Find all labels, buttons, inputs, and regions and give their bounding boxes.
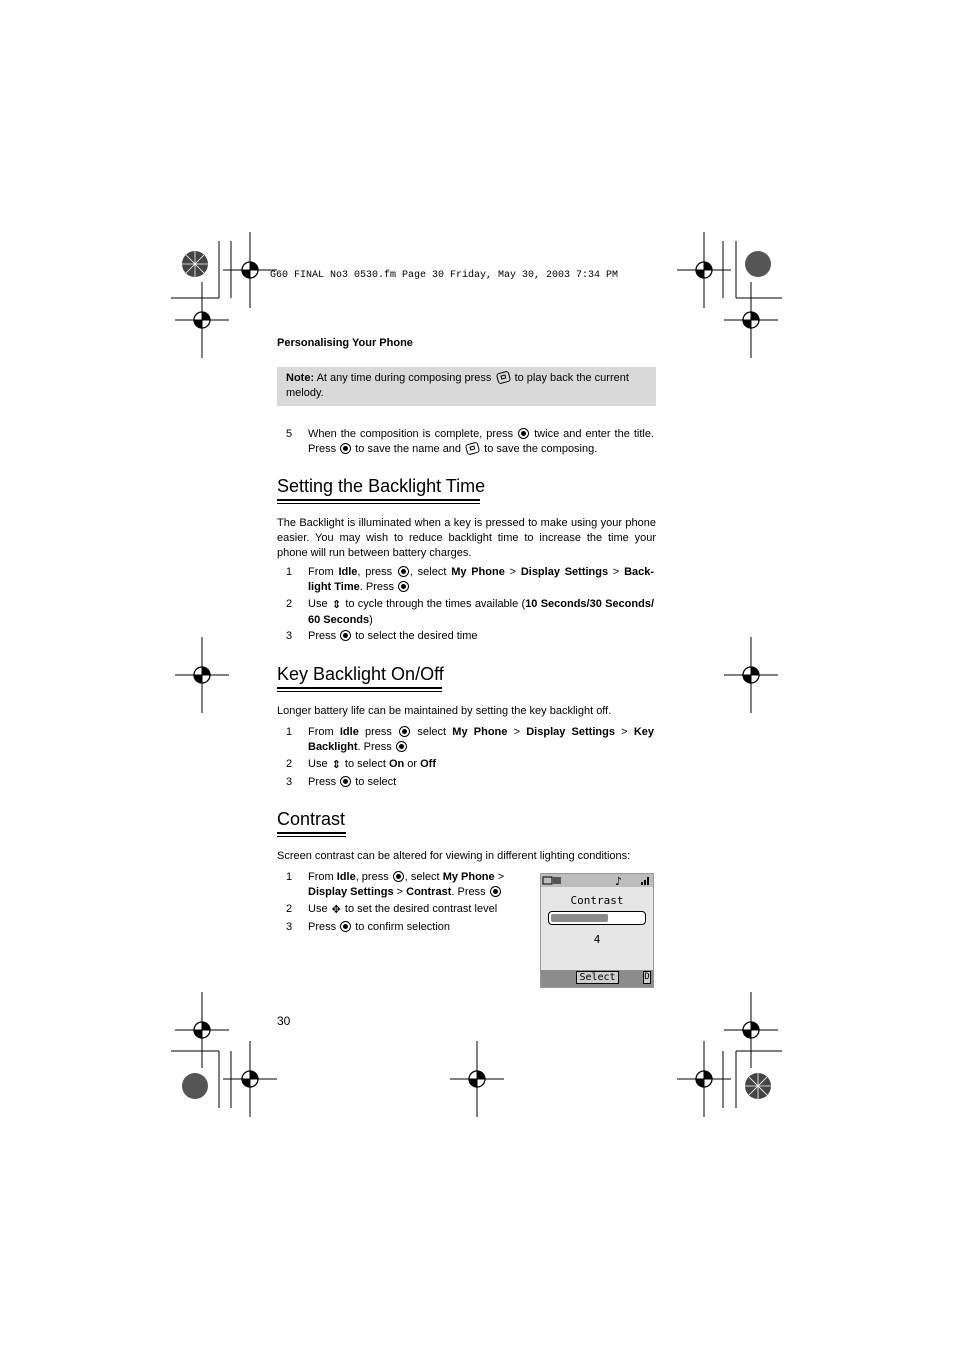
up-down-nav-icon: ⇕ (331, 599, 342, 611)
step-number: 3 (286, 921, 293, 933)
select-key-icon (490, 886, 501, 897)
heading-text: Contrast (277, 809, 346, 829)
menu-term: Display Settings (526, 726, 615, 738)
step-text: to select (355, 776, 397, 788)
select-key-icon (340, 776, 351, 787)
select-key-icon (340, 630, 351, 641)
backlight-time-step-3 (286, 629, 656, 645)
heading-rule (277, 503, 480, 504)
backlight-time-step-1 (286, 565, 656, 597)
step-number: 3 (286, 776, 293, 788)
step-text: or (407, 758, 418, 770)
step-text: Use (308, 598, 328, 610)
step-text: > (497, 871, 505, 883)
step-number: 1 (286, 871, 293, 883)
step-text: twice and enter the title. Press (308, 428, 654, 455)
step-text: > (509, 566, 517, 578)
step-text: . Press (451, 886, 486, 898)
heading-text: Setting the Backlight Time (277, 476, 486, 496)
step-text: From (308, 566, 334, 578)
contrast-step-2 (286, 902, 526, 918)
heading-rule (277, 499, 480, 501)
step-text: Use (308, 903, 328, 915)
step-text: Press (308, 776, 337, 788)
menu-term: Off (420, 758, 437, 770)
music-note-icon: ♪ (615, 875, 623, 887)
section-intro: The Backlight is illuminated when a key is pressed to make using your phone easier. You may wish to reduce backlight time to increase the time your phone will run between battery charges. (277, 517, 656, 559)
step-5 (286, 427, 656, 459)
select-key-icon (396, 741, 407, 752)
step-text: Use (308, 758, 328, 770)
backlight-time-step-2 (286, 597, 656, 629)
step-text: , press (355, 871, 389, 883)
battery-icon (543, 877, 552, 884)
right-softkey: D (644, 972, 650, 982)
running-head: Personalising Your Phone (277, 337, 413, 349)
note-text-before: At any time during composing press (316, 372, 492, 384)
up-down-nav-icon: ⇕ (331, 759, 341, 771)
select-key-icon (340, 443, 351, 454)
select-key-icon (399, 726, 410, 737)
menu-term: Key Backlight (308, 726, 654, 753)
menu-term: My Phone (452, 726, 508, 738)
heading-text: Key Backlight On/Off (277, 664, 444, 684)
step-text: select (417, 726, 447, 738)
menu-term: Idle (339, 726, 359, 738)
step-number: 1 (286, 726, 293, 738)
step-text: , select (409, 566, 447, 578)
status-icons (541, 874, 653, 887)
phone-screen-title: Contrast (570, 894, 624, 907)
menu-term: Display Settings (308, 886, 394, 898)
phone-status-bar (541, 874, 653, 887)
step-text: . Press (359, 581, 394, 593)
file-header-line: G60 FINAL No3 0530.fm Page 30 Friday, May 30, 2003 7:34 PM (270, 270, 619, 281)
step-number: 5 (286, 428, 293, 440)
note-text-after: to play back the current melody. (286, 372, 629, 399)
step-text: > (396, 886, 404, 898)
contrast-level-bar (548, 911, 646, 925)
step-text: , press (357, 566, 393, 578)
step-text: to set the desired contrast level (344, 903, 498, 915)
contrast-value: 4 (593, 933, 601, 946)
key-backlight-step-2 (286, 757, 656, 773)
menu-term: On (388, 758, 405, 770)
contrast-step-3 (286, 920, 526, 936)
gray-mark-icon (182, 1073, 208, 1099)
section-intro: Screen contrast can be altered for viewing in different lighting conditions: (277, 850, 631, 862)
menu-term: Back-light Time (308, 566, 655, 593)
step-text: Press (308, 921, 337, 933)
step-text: Press (308, 630, 337, 642)
four-way-nav-icon: ✥ (331, 904, 341, 916)
note-box (277, 367, 656, 406)
select-softkey: Select (576, 971, 619, 984)
heading-rule (277, 832, 346, 834)
step-text: From (308, 726, 334, 738)
phone-softkey-bar (541, 970, 653, 987)
step-text: > (621, 726, 628, 738)
softkey-icon (495, 371, 510, 385)
step-number: 2 (286, 903, 293, 915)
step-text: to save the name and (355, 443, 462, 455)
step-text: to cycle through the times available ( (345, 598, 526, 610)
section-heading-key-backlight (277, 664, 444, 685)
section-intro: Longer battery life can be maintained by setting the key backlight off. (277, 705, 612, 717)
step-number: 1 (286, 566, 293, 578)
step-number: 2 (286, 598, 293, 610)
step-text: to select (344, 758, 386, 770)
step-text: > (513, 726, 521, 738)
phone-screen-illustration (540, 873, 654, 988)
key-backlight-step-1 (286, 725, 656, 757)
select-key-icon (340, 921, 351, 932)
menu-term: Idle (336, 871, 356, 883)
step-text: to save the composing. (484, 443, 598, 455)
menu-term: 10 Seconds/30 Seconds/ 60 Seconds (308, 598, 655, 626)
step-text: From (308, 871, 334, 883)
menu-term: Contrast (406, 886, 452, 898)
select-key-icon (393, 871, 404, 882)
heading-rule (277, 691, 442, 692)
select-key-icon (518, 428, 529, 439)
contrast-level-fill (551, 914, 608, 922)
menu-term: My Phone (451, 566, 505, 578)
step-number: 2 (286, 758, 293, 770)
step-text: to confirm selection (355, 921, 451, 933)
section-heading-contrast (277, 809, 345, 830)
select-key-icon (398, 581, 409, 592)
contrast-step-1 (286, 870, 526, 902)
note-label: Note: (286, 372, 315, 384)
menu-term: Idle (338, 566, 358, 578)
menu-term: Display Settings (520, 566, 609, 578)
step-text: When the composition is complete, press (308, 428, 514, 440)
select-key-icon (398, 566, 409, 577)
section-heading-backlight-time (277, 476, 485, 497)
step-text: press (365, 726, 392, 738)
signal-icon (641, 882, 643, 885)
page-number: 30 (277, 1014, 291, 1028)
step-text: to select the desired time (355, 630, 478, 642)
heading-rule (277, 687, 442, 689)
step-text: > (612, 566, 620, 578)
step-text: ) (369, 614, 373, 626)
softkey-icon (465, 442, 480, 456)
step-number: 3 (286, 630, 293, 642)
step-text: , select (404, 871, 440, 883)
heading-rule (277, 836, 346, 837)
step-text: . Press (357, 741, 392, 753)
gray-mark-icon (745, 251, 771, 277)
menu-term: My Phone (442, 871, 495, 883)
key-backlight-step-3 (286, 775, 656, 791)
